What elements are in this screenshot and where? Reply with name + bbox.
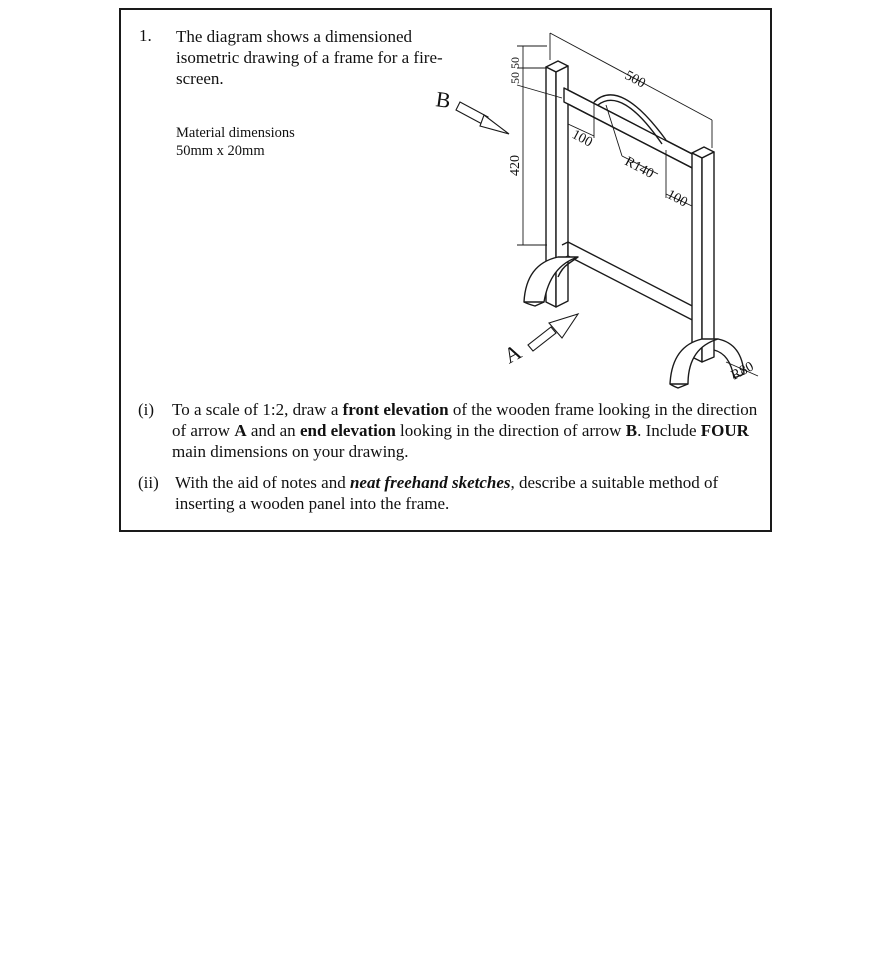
dim-420: 420 [508, 155, 523, 176]
arrow-b-label: B [434, 86, 453, 113]
question-number: 1. [139, 26, 152, 45]
arrow-a [528, 314, 578, 351]
dim-500: 500 [622, 68, 648, 92]
dim-r140: R140 [622, 154, 656, 182]
isometric-frame-drawing [121, 10, 770, 405]
dim-100-left: 100 [569, 127, 595, 151]
part-i-label: (i) [138, 400, 155, 419]
dim-100-right: 100 [664, 187, 690, 211]
arrow-a-label: A [499, 338, 526, 369]
question-intro: The diagram shows a dimensioned isometric drawing of a frame for a fire-screen. [176, 27, 443, 88]
bottom-rail [562, 242, 702, 325]
dim-50-50: 50 50 [508, 57, 522, 84]
part-ii-label: (ii) [138, 473, 159, 492]
part-ii-text: With the aid of notes and neat freehand sketches, describe a suitable method of inserting a wooden panel into the frame. [175, 473, 719, 513]
arrow-b [456, 102, 509, 134]
dim-r80: R80 [728, 359, 757, 384]
material-size: 50mm x 20mm [176, 143, 265, 159]
part-i-text: To a scale of 1:2, draw a front elevation of the wooden frame looking in the direction of arrow A and an end elevation looking in the direction of arrow B. Include FOUR main dimensions on your drawing. [172, 400, 758, 461]
right-post [692, 147, 714, 362]
question-box [119, 8, 772, 532]
material-title: Material dimensions [176, 125, 295, 141]
